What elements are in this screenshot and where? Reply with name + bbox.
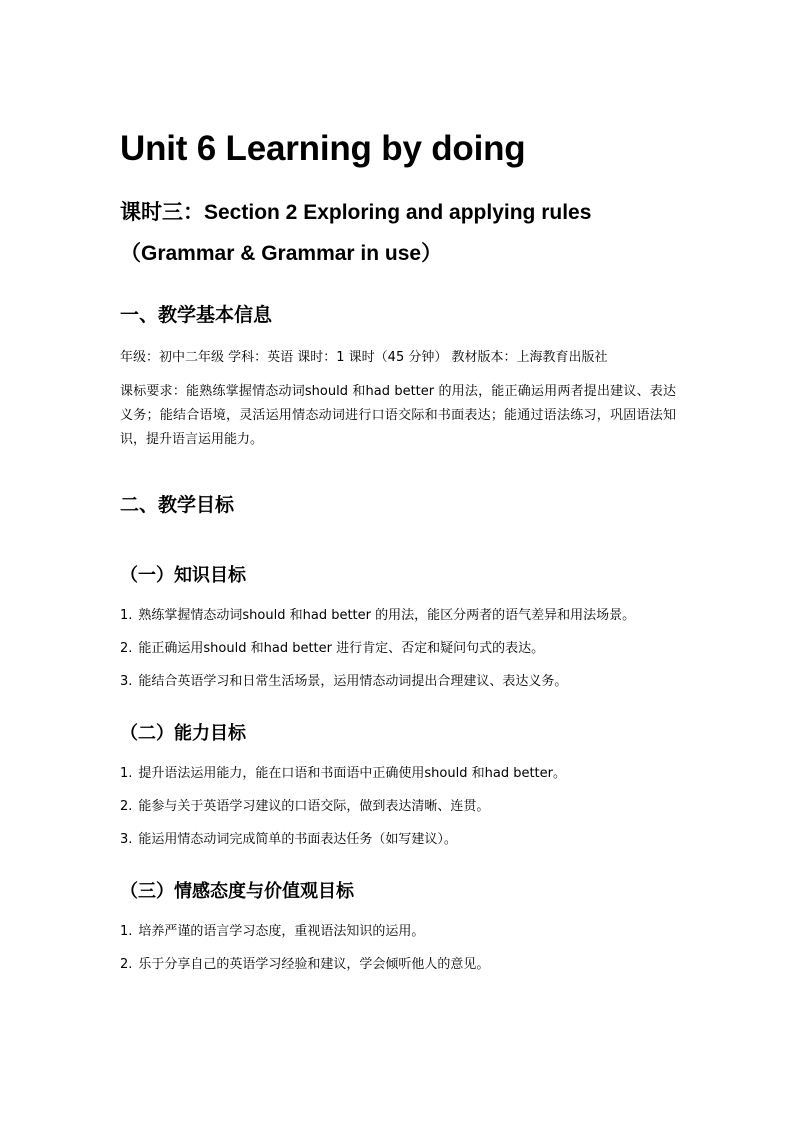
ability-goals-list: [120, 762, 676, 852]
list-item-number: 1.: [120, 924, 133, 939]
list-item-text: 能结合英语学习和日常生活场景，运用情态动词提出合理建议、表达义务。: [138, 674, 568, 689]
section-goals-heading: 二、教学目标: [120, 494, 235, 516]
list-item-text: 熟练掌握情态动词should 和had better 的用法，能区分两者的语气差异和用法场景。: [138, 608, 636, 623]
list-item-text: 能参与关于英语学习建议的口语交际，做到表达清晰、连贯。: [138, 799, 490, 814]
list-item: [120, 828, 676, 852]
section-basic-heading: 一、教学基本信息: [120, 304, 273, 326]
ability-goals-heading: （二）能力目标: [120, 723, 246, 744]
list-item-number: 3.: [120, 674, 133, 689]
list-item: [120, 795, 676, 819]
knowledge-goals-heading: （一）知识目标: [120, 565, 246, 586]
list-item-number: 2.: [120, 957, 133, 972]
attitude-goals-list: [120, 920, 676, 977]
list-item-number: 2.: [120, 641, 133, 656]
list-item-number: 2.: [120, 799, 133, 814]
attitude-goals-heading: （三）情感态度与价值观目标: [120, 881, 354, 902]
list-item-text: 乐于分享自己的英语学习经验和建议，学会倾听他人的意见。: [138, 957, 490, 972]
lesson-subtitle: 课时三：Section 2 Exploring and applying rules（Grammar & Grammar in use）: [120, 201, 592, 265]
basic-info-line: 年级：初中二年级 学科：英语 课时：1 课时（45 分钟） 教材版本：上海教育出版社: [120, 350, 608, 365]
curriculum-requirement: 课标要求：能熟练掌握情态动词should 和had better 的用法，能正确运用两者提出建议、表达义务；能结合语境，灵活运用情态动词进行口语交际和书面表达；能通过语法练习，巩固语法知识，提升语言运用能力。: [120, 384, 676, 447]
list-item: [120, 637, 676, 661]
list-item-number: 3.: [120, 832, 133, 847]
list-item: [120, 953, 676, 977]
list-item-text: 提升语法运用能力，能在口语和书面语中正确使用should 和had better。: [138, 766, 566, 781]
list-item-text: 能运用情态动词完成简单的书面表达任务（如写建议）。: [138, 832, 457, 847]
list-item-number: 1.: [120, 766, 133, 781]
list-item-text: 能正确运用should 和had better 进行肯定、否定和疑问句式的表达。: [138, 641, 545, 656]
list-item-text: 培养严谨的语言学习态度，重视语法知识的运用。: [138, 924, 425, 939]
list-item: [120, 604, 676, 628]
list-item: [120, 762, 676, 786]
list-item: [120, 670, 676, 694]
list-item-number: 1.: [120, 608, 133, 623]
knowledge-goals-list: [120, 604, 676, 694]
list-item: [120, 920, 676, 944]
document-title: Unit 6 Learning by doing: [120, 129, 526, 168]
